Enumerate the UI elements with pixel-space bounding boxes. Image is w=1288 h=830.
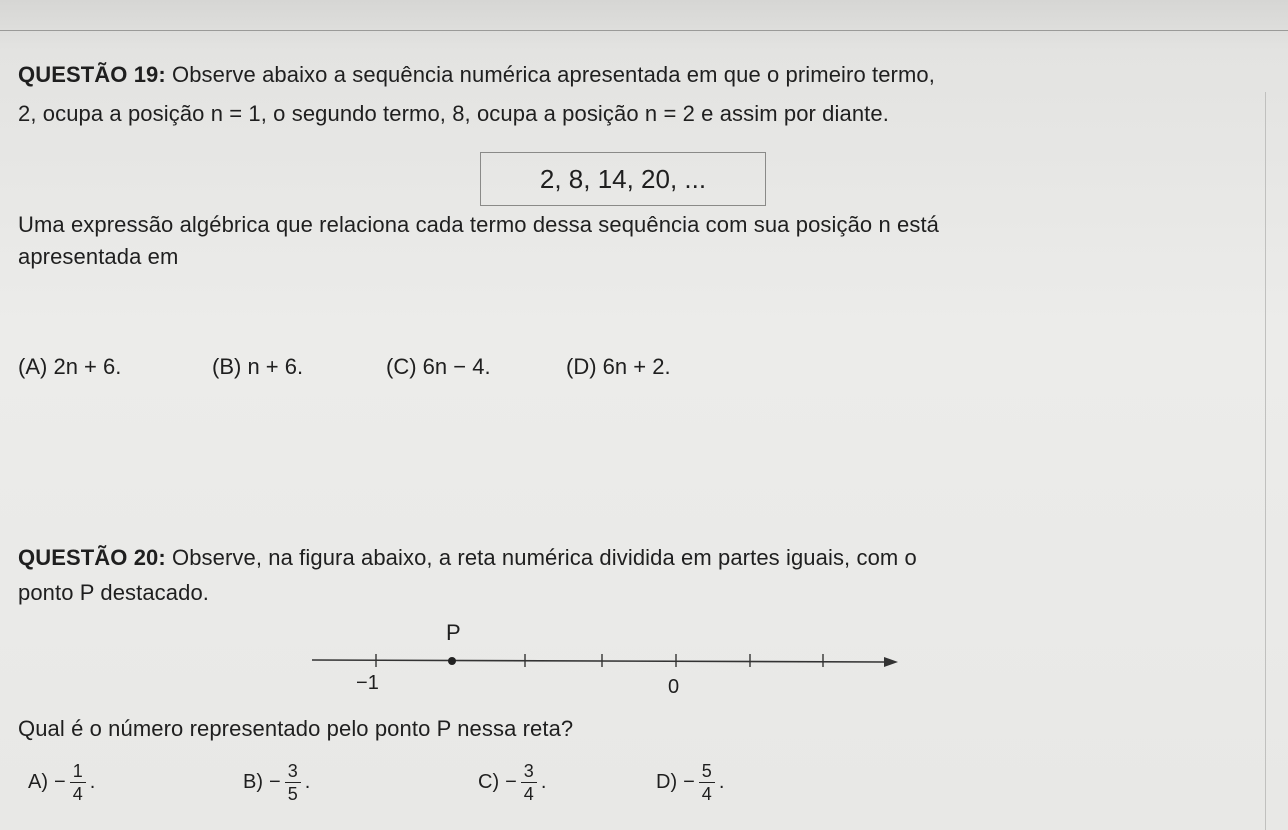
option-letter: A) xyxy=(28,771,48,793)
q20-question: Qual é o número representado pelo ponto P nessa reta? xyxy=(18,716,574,741)
option-end: . xyxy=(540,771,547,793)
option-fraction xyxy=(70,762,86,803)
q19-line4: apresentada em xyxy=(18,244,179,269)
number-line-arrow xyxy=(884,657,898,667)
option-fraction xyxy=(285,762,301,803)
q19-line2: 2, ocupa a posição n = 1, o segundo termo, 8, ocupa a posição n = 2 e assim por diante. xyxy=(18,101,889,126)
tick-label-zero: 0 xyxy=(668,676,680,698)
q20-line2: ponto P destacado. xyxy=(18,580,209,605)
fraction-denominator: 5 xyxy=(287,784,298,804)
q20-option-d[interactable] xyxy=(656,762,724,803)
option-end: . xyxy=(718,771,725,793)
fraction-denominator: 4 xyxy=(701,784,712,804)
q19-line3: Uma expressão algébrica que relaciona cada termo dessa sequência com sua posição n está xyxy=(18,212,940,237)
q19-line1-text: Observe abaixo a sequência numérica apresentada em que o primeiro termo, xyxy=(165,62,935,87)
option-letter: D) xyxy=(656,771,678,793)
tick-label-minus-one: −1 xyxy=(356,672,380,694)
fraction-numerator: 3 xyxy=(285,762,301,783)
option-fraction xyxy=(521,762,537,803)
option-sign: − xyxy=(269,771,281,793)
fraction-numerator: 3 xyxy=(521,762,537,783)
option-expr: 2n + 6. xyxy=(53,354,122,379)
option-letter: B) xyxy=(243,771,263,793)
fraction-numerator: 1 xyxy=(70,762,86,783)
point-p xyxy=(448,657,456,665)
q20-option-c[interactable] xyxy=(478,762,546,803)
option-sign: − xyxy=(505,771,517,793)
option-expr: 6n − 4. xyxy=(422,354,491,379)
option-expr: n + 6. xyxy=(247,354,304,379)
q20-label: QUESTÃO 20: xyxy=(18,545,166,570)
q19-label: QUESTÃO 19: xyxy=(18,62,166,87)
option-end: . xyxy=(304,771,311,793)
option-sign: − xyxy=(683,771,695,793)
fraction-denominator: 4 xyxy=(72,784,83,804)
q20-option-b[interactable] xyxy=(243,762,310,803)
option-letter: (B) xyxy=(212,354,242,379)
option-letter: (D) xyxy=(566,354,597,379)
option-letter: C) xyxy=(478,771,500,793)
point-p-label: P xyxy=(446,620,461,645)
number-line-axis xyxy=(312,660,884,662)
sequence-box: 2, 8, 14, 20, ... xyxy=(480,152,766,206)
option-fraction xyxy=(699,762,715,803)
option-letter: (A) xyxy=(18,354,48,379)
option-end: . xyxy=(89,771,96,793)
fraction-denominator: 4 xyxy=(523,784,534,804)
q20-line1-text: Observe, na figura abaixo, a reta numérica dividida em partes iguais, com o xyxy=(165,545,917,570)
q20-option-a[interactable] xyxy=(28,762,95,803)
option-sign: − xyxy=(54,771,66,793)
option-letter: (C) xyxy=(386,354,417,379)
fraction-numerator: 5 xyxy=(699,762,715,783)
option-expr: 6n + 2. xyxy=(602,354,671,379)
